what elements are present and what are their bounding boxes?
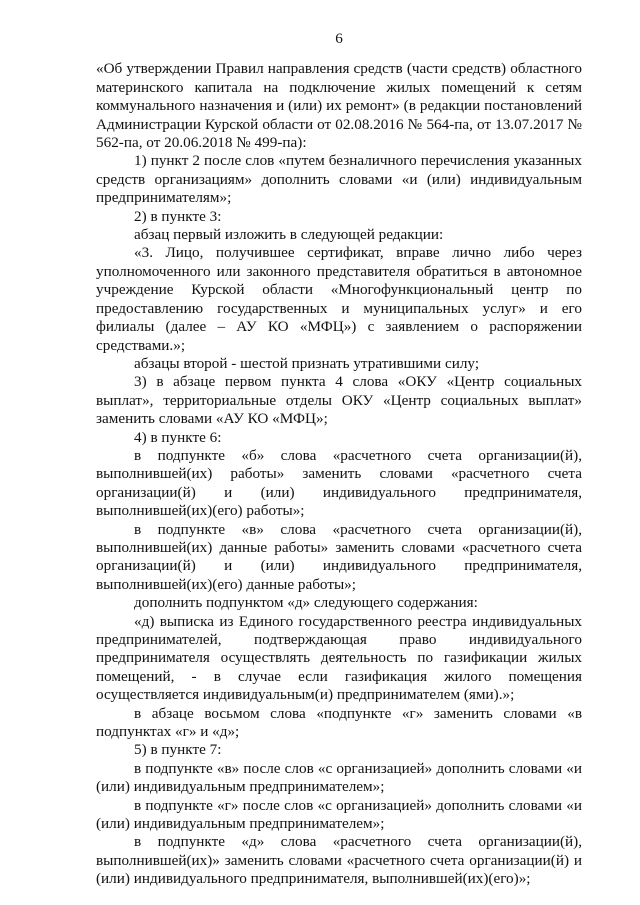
paragraph: в абзаце восьмом слова «подпункте «г» заменить словами «в подпунктах «г» и «д»; (96, 704, 582, 741)
paragraph: в подпункте «в» после слов «с организацией» дополнить словами «и (или) индивидуальным предпринимателем»; (96, 759, 582, 796)
paragraph: 2) в пункте 3: (134, 207, 222, 225)
paragraph: абзац первый изложить в следующей редакции: (134, 226, 444, 244)
paragraph: в подпункте «б» слова «расчетного счета организации(й), выполнившей(их) работы» заменить словами «расчетного счета организации(й) и (или) индивидуального предпринимателя, выполнившей(их)(его) работы»; (96, 446, 582, 520)
paragraph: 3) в абзаце первом пункта 4 слова «ОКУ «Центр социальных выплат», территориальные отделы ОКУ «Центр социальных выплат» заменить словами «АУ КО «МФЦ»; (96, 373, 582, 428)
paragraph: в подпункте «г» после слов «с организацией» дополнить словами «и (или) индивидуальным предпринимателем»; (96, 796, 582, 833)
paragraph: дополнить подпунктом «д» следующего содержания: (134, 594, 478, 612)
paragraph: «д) выписка из Единого государственного реестра индивидуальных предпринимателей, подтверждающая право индивидуального предпринимателя осуществлять деятельность по газификации жилых помещений, - в случае если газификация жилого помещения осуществляется индивидуальным(и) предпринимателем (ями).»; (96, 612, 582, 704)
page-number: 6 (335, 30, 343, 47)
paragraph: абзацы второй - шестой признать утратившими силу; (134, 354, 480, 372)
paragraph: в подпункте «в» слова «расчетного счета организации(й), выполнившей(их) данные работы» заменить словами «расчетного счета организации(й) и (или) индивидуального предпринимателя, выполнившей(их)(его) данные работы»; (96, 520, 582, 593)
paragraph: в подпункте «д» слова «расчетного счета организации(й), выполнившей(их)» заменить словами «расчетного счета организации(й) и (или) индивидуального предпринимателя, выполнившей(их)(его)»; (96, 833, 582, 888)
paragraph: «Об утверждении Правил направления средств (части средств) областного материнского капитала на подключение жилых помещений к сетям коммунального назначения и (или) их ремонт» (в редакции постановлений Администрации Курской области от 02.08.2016 № 564-па, от 13.07.2017 № 562-па, от 20.06.2018 № 499-па): (96, 60, 582, 152)
document-body (96, 60, 582, 888)
paragraph: 1) пункт 2 после слов «путем безналичного перечисления указанных средств организациям» дополнить словами «и (или) индивидуальным предпринимателям»; (96, 152, 582, 207)
paragraph: «3. Лицо, получившее сертификат, вправе лично либо через уполномоченного или законного представителя обратиться в автономное учреждение Курской области «Многофункциональный центр по предоставлению государственных и муниципальных услуг» и его филиалы (далее – АУ КО «МФЦ») с заявлением о распоряжении средствами.»; (96, 244, 582, 354)
paragraph: 4) в пункте 6: (134, 428, 222, 446)
paragraph: 5) в пункте 7: (134, 741, 222, 759)
